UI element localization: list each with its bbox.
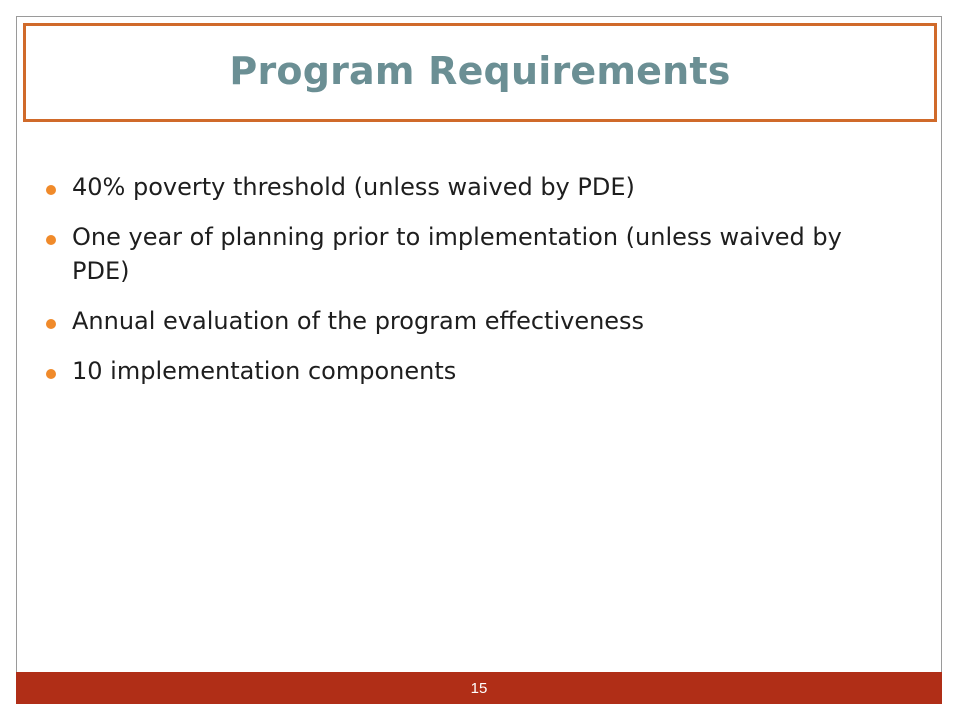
- page-number: 15: [470, 679, 488, 697]
- list-item: [46, 170, 876, 204]
- bullet-dot-icon: [46, 235, 56, 245]
- bullet-text: Annual evaluation of the program effectiveness: [72, 307, 645, 335]
- list-item: [46, 304, 876, 338]
- bullet-text: One year of planning prior to implementation (unless waived by PDE): [72, 223, 842, 285]
- bullet-dot-icon: [46, 369, 56, 379]
- slide-title: Program Requirements: [229, 48, 731, 93]
- bullet-list: [46, 170, 876, 404]
- bullet-text: 40% poverty threshold (unless waived by PDE): [72, 173, 635, 201]
- list-item: [46, 220, 876, 288]
- bullet-dot-icon: [46, 319, 56, 329]
- footer-bar: [16, 672, 942, 704]
- title-box: [23, 23, 937, 122]
- bullet-text: 10 implementation components: [72, 357, 457, 385]
- list-item: [46, 354, 876, 388]
- bullet-dot-icon: [46, 185, 56, 195]
